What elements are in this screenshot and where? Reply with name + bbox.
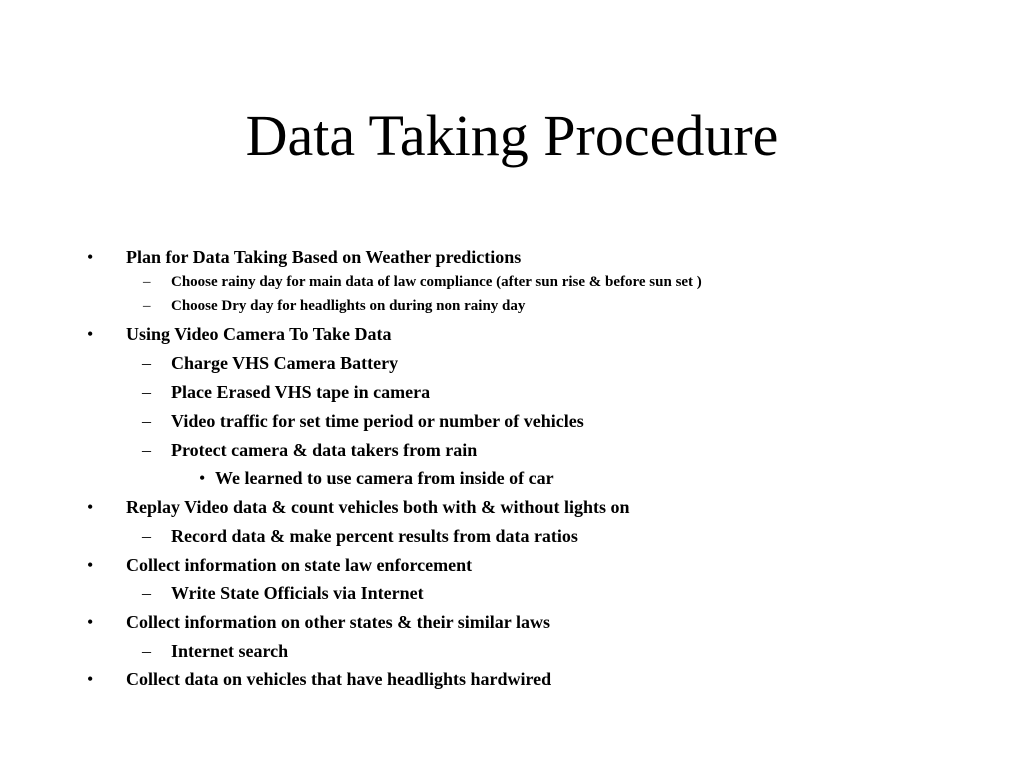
list-item-text: We learned to use camera from inside of car (215, 468, 554, 488)
dash-marker: – (143, 298, 151, 314)
list-item-text: Collect data on vehicles that have headlights hardwired (126, 669, 552, 689)
list-item-text: Collect information on other states & their similar laws (126, 612, 550, 632)
slide-title: Data Taking Procedure (245, 103, 779, 168)
list-item-text: Collect information on state law enforcement (126, 555, 473, 575)
list-item-text: Using Video Camera To Take Data (126, 324, 392, 344)
dash-marker: – (143, 274, 151, 290)
bullet-marker: • (87, 324, 94, 344)
list-item-text: Choose rainy day for main data of law compliance (after sun rise & before sun set ) (171, 274, 702, 290)
dash-marker: – (142, 411, 151, 431)
list-item-text: Choose Dry day for headlights on during non rainy day (171, 298, 526, 314)
bullet-marker: • (199, 468, 206, 488)
dash-marker: – (142, 526, 151, 546)
list-item-text: Plan for Data Taking Based on Weather predictions (126, 247, 522, 267)
list-item-text: Write State Officials via Internet (171, 583, 424, 603)
dash-marker: – (142, 641, 151, 661)
dash-marker: – (142, 583, 151, 603)
dash-marker: – (142, 353, 151, 373)
list-item-text: Protect camera & data takers from rain (171, 440, 478, 460)
bullet-marker: • (87, 612, 94, 632)
dash-marker: – (142, 382, 151, 402)
list-item-text: Place Erased VHS tape in camera (171, 382, 431, 402)
bullet-marker: • (87, 669, 94, 689)
bullet-marker: • (87, 247, 94, 267)
list-item-text: Charge VHS Camera Battery (171, 353, 399, 373)
list-item-text: Internet search (171, 641, 289, 661)
dash-marker: – (142, 440, 151, 460)
bullet-marker: • (87, 497, 94, 517)
list-item-text: Record data & make percent results from data ratios (171, 526, 578, 546)
bullet-marker: • (87, 555, 94, 575)
list-item-text: Video traffic for set time period or number of vehicles (171, 411, 584, 431)
list-item-text: Replay Video data & count vehicles both with & without lights on (126, 497, 630, 517)
